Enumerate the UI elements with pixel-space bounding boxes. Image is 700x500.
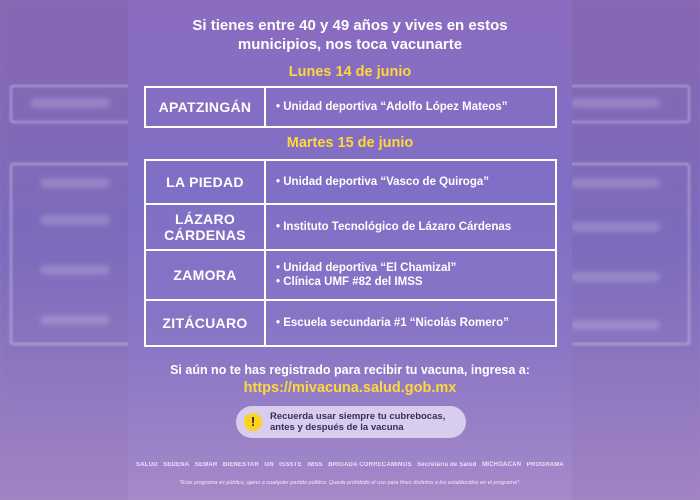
place-item: • Unidad deportiva “Vasco de Quiroga”: [276, 175, 555, 189]
table-row: [146, 161, 555, 205]
reminder-text: Recuerda usar siempre tu cubrebocas, antes y después de la vacuna: [270, 411, 446, 433]
place-item: • Instituto Tecnológico de Lázaro Cárdenas: [276, 220, 555, 234]
municipality-cell: LA PIEDAD: [146, 161, 266, 203]
table-row: [146, 301, 555, 345]
background-left-blur: [0, 0, 140, 500]
place-item: • Unidad deportiva “Adolfo López Mateos”: [276, 100, 555, 114]
registration-text: Si aún no te has registrado para recibir tu vacuna, ingresa a:: [170, 363, 530, 377]
date-label-monday: Lunes 14 de junio: [288, 64, 412, 80]
logo-imss: IMSS: [307, 462, 323, 468]
footer-disclaimer: *Este programa es público, ajeno a cualquier partido político. Queda prohibido el uso para fines distintos a los establecidos en el programa*.: [179, 480, 521, 486]
logo-issste: ISSSTE: [279, 462, 302, 468]
logo-bienestar: BIENESTAR: [222, 462, 259, 468]
logo-brigada: BRIGADA CORRECAMINOS: [328, 462, 412, 468]
places-cell: [266, 301, 555, 345]
headline-line-2: municipios, nos toca vacunarte: [237, 36, 463, 53]
schedule-table-tuesday: [144, 159, 557, 347]
place-item: • Escuela secundaria #1 “Nicolás Romero”: [276, 316, 555, 330]
places-cell: [266, 251, 555, 299]
logo-secretaria-salud: Secretaría de Salud: [417, 462, 477, 468]
municipality-cell: LÁZARO CÁRDENAS: [146, 205, 266, 249]
logo-gn: GN: [264, 462, 274, 468]
background-right-blur: [560, 0, 700, 500]
exclamation-icon: !: [244, 413, 262, 431]
table-row: [146, 251, 555, 301]
municipality-cell: ZAMORA: [146, 251, 266, 299]
municipality-cell: APATZINGÁN: [146, 88, 266, 126]
date-label-tuesday: Martes 15 de junio: [286, 135, 414, 151]
places-cell: [266, 205, 555, 249]
table-row: [146, 205, 555, 251]
place-item: • Clínica UMF #82 del IMSS: [276, 275, 555, 289]
municipality-cell: ZITÁCUARO: [146, 301, 266, 345]
logo-programa: PROGRAMA: [526, 462, 564, 468]
places-cell: [266, 161, 555, 203]
headline: [128, 16, 572, 54]
table-row: [146, 88, 555, 126]
place-item: • Unidad deportiva “El Chamizal”: [276, 261, 555, 275]
registration-link[interactable]: https://mivacuna.salud.gob.mx: [243, 380, 457, 396]
reminder-pill: [236, 406, 466, 438]
schedule-table-monday: [144, 86, 557, 128]
sponsor-logos: [136, 458, 564, 472]
logo-salud: SALUD: [136, 462, 158, 468]
logo-semar: SEMAR: [194, 462, 218, 468]
headline-line-1: Si tienes entre 40 y 49 años y vives en estos: [192, 17, 508, 34]
logo-michoacan: MICHOACÁN: [482, 462, 522, 468]
places-cell: [266, 88, 555, 126]
logo-sedena: SEDENA: [163, 462, 190, 468]
vaccination-card: [128, 0, 572, 500]
